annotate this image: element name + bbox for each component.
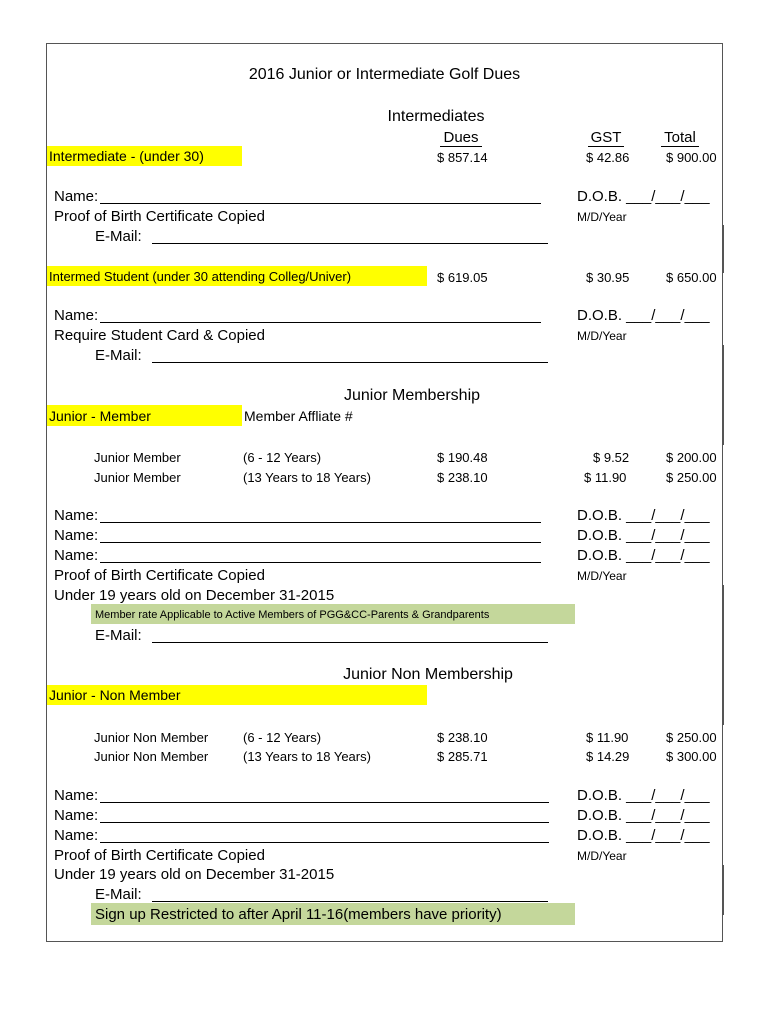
dob-label: D.O.B. ___/___/___ — [577, 507, 710, 524]
row-ages: (6 - 12 Years) — [243, 730, 322, 745]
name-label: Name: — [54, 307, 99, 324]
row-label: Junior Non Member — [94, 730, 209, 745]
junior-membership-heading: Junior Membership — [343, 387, 481, 404]
dob-label: D.O.B. ___/___/___ — [577, 307, 710, 324]
mdy-label: M/D/Year — [577, 569, 627, 583]
restriction-note: Sign up Restricted to after April 11-16(members have priority) — [95, 906, 502, 923]
total-value: $ 300.00 — [666, 749, 717, 764]
name-label: Name: — [54, 827, 99, 844]
right-rule — [723, 865, 724, 915]
dob-label: D.O.B. ___/___/___ — [577, 547, 710, 564]
proof-label: Proof of Birth Certificate Copied — [54, 208, 265, 225]
right-rule — [723, 585, 724, 725]
intermediates-heading: Intermediates — [387, 108, 485, 125]
name-line — [100, 562, 541, 563]
member-affiliate-label: Member Affliate # — [244, 408, 353, 424]
dob-label: D.O.B. ___/___/___ — [577, 787, 710, 804]
total-value: $ 250.00 — [666, 730, 717, 745]
email-label: E-Mail: — [95, 228, 142, 245]
category-junior-member: Junior - Member — [49, 408, 151, 424]
dob-label: D.O.B. ___/___/___ — [577, 188, 710, 205]
name-label: Name: — [54, 547, 99, 564]
dues-value: $ 619.05 — [437, 270, 488, 285]
gst-header: GST — [588, 130, 624, 147]
email-line — [152, 642, 548, 643]
gst-value: $ 11.90 — [586, 730, 629, 745]
require-label: Require Student Card & Copied — [54, 327, 265, 344]
row-label: Junior Member — [94, 450, 181, 465]
dob-label: D.O.B. ___/___/___ — [577, 827, 710, 844]
gst-value: $ 42.86 — [586, 150, 630, 165]
right-rule — [723, 225, 724, 273]
dues-value: $ 238.10 — [437, 730, 488, 745]
email-line — [152, 901, 548, 902]
total-header: Total — [661, 130, 699, 147]
gst-value: $ 14.29 — [586, 749, 630, 764]
proof-label: Proof of Birth Certificate Copied — [54, 847, 265, 864]
total-value: $ 250.00 — [666, 470, 717, 485]
email-label: E-Mail: — [95, 627, 142, 644]
under19-label: Under 19 years old on December 31-2015 — [54, 587, 335, 604]
name-line — [100, 522, 541, 523]
name-line — [100, 802, 549, 803]
gst-value: $ 30.95 — [586, 270, 630, 285]
name-line — [100, 842, 549, 843]
mdy-label: M/D/Year — [577, 210, 627, 224]
right-rule — [723, 345, 724, 445]
dues-value: $ 285.71 — [437, 749, 488, 764]
gst-value: $ 9.52 — [593, 450, 630, 465]
name-label: Name: — [54, 787, 99, 804]
page-title: 2016 Junior or Intermediate Golf Dues — [248, 66, 521, 83]
member-rate-note: Member rate Applicable to Active Members of PGG&CC-Parents & Grandparents — [95, 609, 490, 621]
dob-label: D.O.B. ___/___/___ — [577, 527, 710, 544]
row-ages: (13 Years to 18 Years) — [243, 749, 371, 764]
name-line — [100, 322, 541, 323]
name-line — [100, 822, 549, 823]
email-line — [152, 362, 548, 363]
proof-label: Proof of Birth Certificate Copied — [54, 567, 265, 584]
name-label: Name: — [54, 527, 99, 544]
dues-header: Dues — [440, 130, 482, 147]
mdy-label: M/D/Year — [577, 329, 627, 343]
email-line — [152, 243, 548, 244]
row-ages: (6 - 12 Years) — [243, 450, 322, 465]
total-value: $ 200.00 — [666, 450, 717, 465]
name-label: Name: — [54, 807, 99, 824]
row-ages: (13 Years to 18 Years) — [243, 470, 371, 485]
row-label: Junior Member — [94, 470, 181, 485]
dues-value: $ 190.48 — [437, 450, 488, 465]
email-label: E-Mail: — [95, 886, 142, 903]
dues-value: $ 857.14 — [437, 150, 488, 165]
total-value: $ 900.00 — [666, 150, 717, 165]
gst-value: $ 11.90 — [584, 470, 627, 485]
name-line — [100, 542, 541, 543]
name-label: Name: — [54, 507, 99, 524]
under19-label: Under 19 years old on December 31-2015 — [54, 866, 335, 883]
row-label: Junior Non Member — [94, 749, 209, 764]
name-line — [100, 203, 541, 204]
mdy-label: M/D/Year — [577, 849, 627, 863]
name-label: Name: — [54, 188, 99, 205]
category-junior-non-member: Junior - Non Member — [49, 687, 181, 703]
category-intermediate: Intermediate - (under 30) — [49, 148, 204, 164]
junior-non-membership-heading: Junior Non Membership — [343, 666, 513, 683]
category-student: Intermed Student (under 30 attending Colleg/Univer) — [49, 269, 352, 284]
email-label: E-Mail: — [95, 347, 142, 364]
total-value: $ 650.00 — [666, 270, 717, 285]
dob-label: D.O.B. ___/___/___ — [577, 807, 710, 824]
dues-value: $ 238.10 — [437, 470, 488, 485]
